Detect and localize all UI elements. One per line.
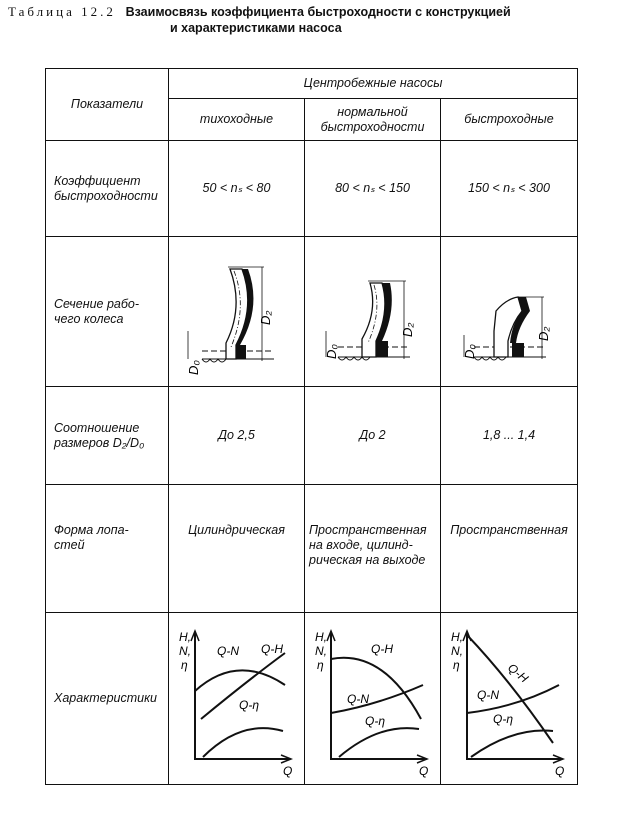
axis-eta-label: η <box>316 657 324 672</box>
axis-n-label: N, <box>314 643 327 658</box>
row-char-c2 <box>305 613 441 785</box>
axis-h-label: H, <box>178 629 191 644</box>
row-blade-c1: Цилиндрическая <box>169 485 305 613</box>
axis-h-label: H, <box>451 629 463 644</box>
row-speed-label-line1: Коэффициент <box>54 173 141 188</box>
row-char-label: Характеристики <box>46 613 169 785</box>
header-indicators: Показатели <box>46 69 169 141</box>
d0-label: D₀ <box>323 343 339 359</box>
impeller-section-high-speed <box>454 247 564 377</box>
row-speed-label <box>46 141 169 237</box>
axis-n-label: N, <box>451 643 463 658</box>
curve-qn-label: Q-N <box>346 691 369 706</box>
d2-label: D₂ <box>536 326 551 341</box>
row-section-label <box>46 237 169 387</box>
curve-qeta-label: Q-η <box>493 711 513 726</box>
d0-label: D₀ <box>185 359 201 375</box>
characteristic-curves-high-speed <box>449 619 569 779</box>
axis-q-label: Q <box>555 763 565 778</box>
row-speed-c3: 150 < nₛ < 300 <box>441 141 578 237</box>
row-blade-label <box>46 485 169 613</box>
row-section-label-line2: чего колеса <box>54 311 124 326</box>
row-section-c1 <box>169 237 305 387</box>
curve-qn-label: Q-N <box>216 643 239 658</box>
row-ratio-c1: До 2,5 <box>169 387 305 485</box>
curve-qn-label: Q-N <box>477 687 499 702</box>
d0-label: D₀ <box>462 343 477 359</box>
curve-qh-label: Q-H <box>505 660 531 685</box>
row-section-label-line1: Сечение рабо- <box>54 296 140 311</box>
table-caption <box>8 4 614 36</box>
curve-qh-label: Q-H <box>260 641 283 656</box>
impeller-section-normal-speed <box>318 247 428 377</box>
d2-label: D₂ <box>399 322 415 337</box>
curve-qeta-label: Q-η <box>238 697 259 712</box>
header-col2 <box>305 99 441 141</box>
row-ratio-c2: До 2 <box>305 387 441 485</box>
header-col1: тихоходные <box>169 99 305 141</box>
row-char-c1 <box>169 613 305 785</box>
row-ratio-label-line1: Соотношение <box>54 420 140 435</box>
characteristic-curves-low-speed <box>177 619 297 779</box>
header-col2-line2: быстроходности <box>320 119 425 134</box>
d2-label: D₂ <box>257 310 273 325</box>
curve-qh-label: Q-H <box>370 641 393 656</box>
row-blade-label-line1: Форма лопа- <box>54 523 129 537</box>
row-section-c2 <box>305 237 441 387</box>
row-blade-label-line2: стей <box>54 538 85 552</box>
row-blade-c3: Пространственная <box>441 485 578 613</box>
axis-q-label: Q <box>282 763 292 778</box>
axis-n-label: N, <box>178 643 191 658</box>
row-speed-c1: 50 < nₛ < 80 <box>169 141 305 237</box>
axis-q-label: Q <box>418 763 428 778</box>
axis-eta-label: η <box>180 657 188 672</box>
row-section-c3 <box>441 237 578 387</box>
table-title-line2: и характеристиками насоса <box>170 21 342 35</box>
header-group: Центробежные насосы <box>169 69 578 99</box>
table-number: Таблица 12.2 <box>8 4 116 19</box>
curve-qeta-label: Q-η <box>364 713 385 728</box>
row-ratio-label <box>46 387 169 485</box>
row-ratio-c3: 1,8 ... 1,4 <box>441 387 578 485</box>
row-blade-c2: Пространственная на входе, цилинд-рическая на выходе <box>305 485 441 613</box>
row-speed-c2: 80 < nₛ < 150 <box>305 141 441 237</box>
row-char-c3 <box>441 613 578 785</box>
axis-eta-label: η <box>453 657 460 672</box>
row-speed-label-line2: быстроходности <box>54 188 158 203</box>
header-col3: быстроходные <box>441 99 578 141</box>
pump-table <box>45 68 578 785</box>
axis-h-label: H, <box>314 629 327 644</box>
impeller-section-low-speed <box>182 247 292 377</box>
row-ratio-label-line2: размеров D₂/D₀ <box>54 435 145 450</box>
header-col2-line1: нормальной <box>337 104 408 119</box>
table-title-line1: Взаимосвязь коэффициента быстроходности с конструкцией <box>125 5 511 19</box>
characteristic-curves-normal-speed <box>313 619 433 779</box>
